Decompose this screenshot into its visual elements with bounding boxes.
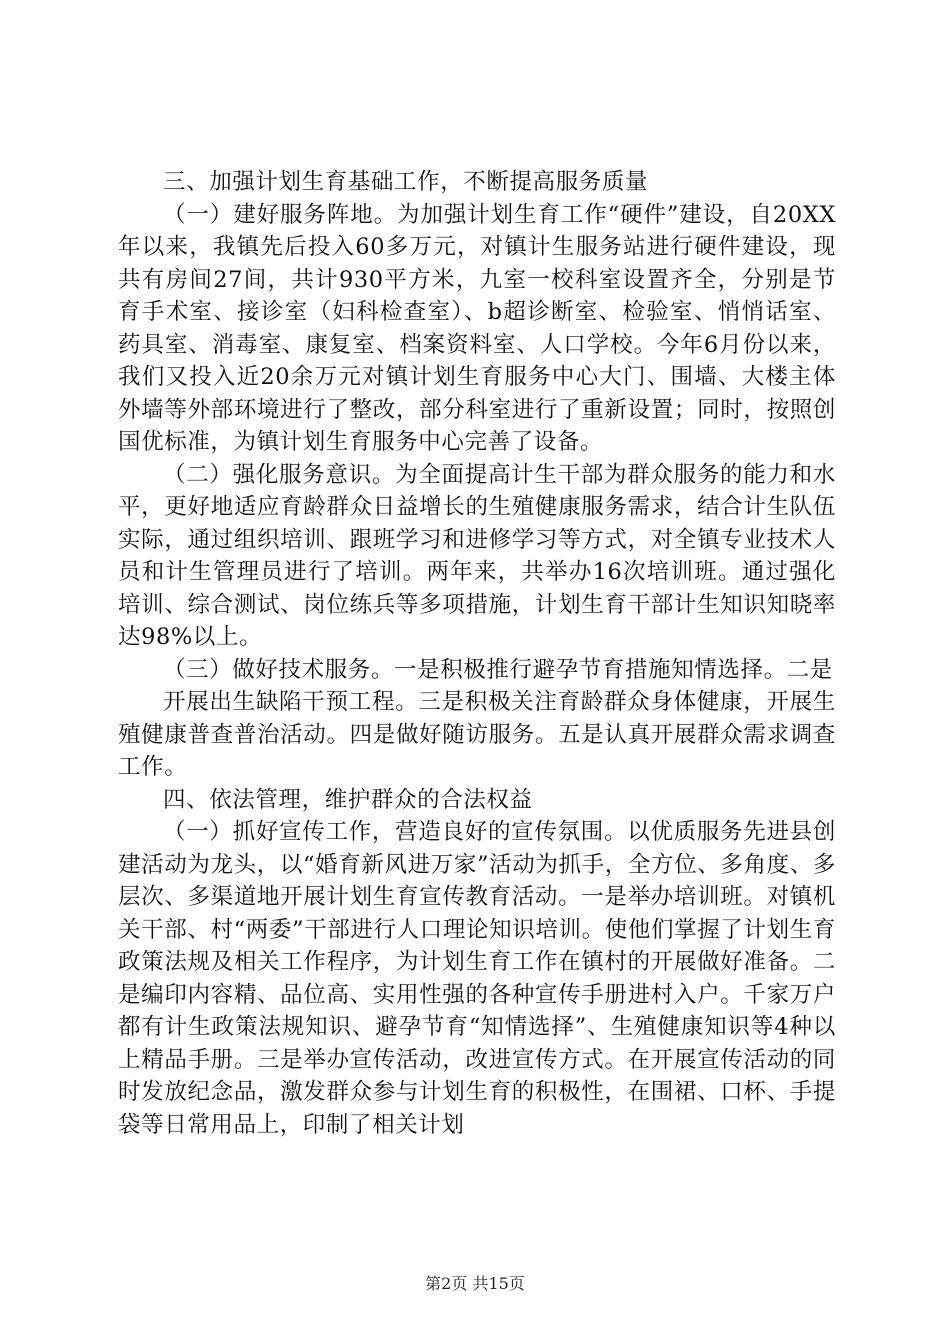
page-footer: 第2页 共15页 <box>425 1274 525 1293</box>
section-heading-4: 四、依法管理，维护群众的合法权益 <box>163 786 533 813</box>
paragraph-birth-defect: 开展出生缺陷干预工程。三是积极关注育龄群众身体健康，开展生殖健康普查普治活动。四是做好随访服务。五是认真开展群众需求调查工作。 <box>118 689 836 780</box>
paragraph-service-base: （一）建好服务阵地。为加强计划生育工作“硬件”建设，自20XX年以来，我镇先后投入60多万元，对镇计生服务站进行硬件建设，现共有房间27间，共计930平方米，九室一校科室设置齐全，分别是节育手术室、接诊室（妇科检查室）、b超诊断室、检验室、悄悄话室、药具室、消毒室、康复室、档案资料室、人口学校。今年6月份以来，我们又投入近20余万元对镇计划生育服务中心大门、围墙、大楼主体外墙等外部环境进行了整改，部分科室进行了重新设置；同时，按照创国优标准，为镇计划生育服务中心完善了设备。 <box>118 201 836 455</box>
paragraph-service-awareness: （二）强化服务意识。为全面提高计生干部为群众服务的能力和水平，更好地适应育龄群众日益增长的生殖健康服务需求，结合计生队伍实际，通过组织培训、跟班学习和进修学习等方式，对全镇专业技术人员和计生管理员进行了培训。两年来，共举办16次培训班。通过强化培训、综合测试、岗位练兵等多项措施，计划生育干部计生知识知晓率达98%以上。 <box>118 461 836 650</box>
paragraph-publicity: （一）抓好宣传工作，营造良好的宣传氛围。以优质服务先进县创建活动为龙头，以“婚育新风进万家”活动为抓手，全方位、多角度、多层次、多渠道地开展计划生育宣传教育活动。一是举办培训班。对镇机关干部、村“两委”干部进行人口理论知识培训。使他们掌握了计划生育政策法规及相关工作程序，为计划生育工作在镇村的开展做好准备。二是编印内容精、品位高、实用性强的各种宣传手册进村入户。千家万户都有计生政策法规知识、避孕节育“知情选择”、生殖健康知识等4种以上精品手册。三是举办宣传活动，改进宣传方式。在开展宣传活动的同时发放纪念品，激发群众参与计划生育的积极性，在围裙、口杯、手提袋等日常用品上，印制了相关计划 <box>118 819 836 1138</box>
section-heading-3: 三、加强计划生育基础工作，不断提高服务质量 <box>163 169 649 195</box>
document-body <box>118 166 836 1141</box>
paragraph-technical-service: （三）做好技术服务。一是积极推行避孕节育措施知情选择。二是 <box>163 656 833 683</box>
